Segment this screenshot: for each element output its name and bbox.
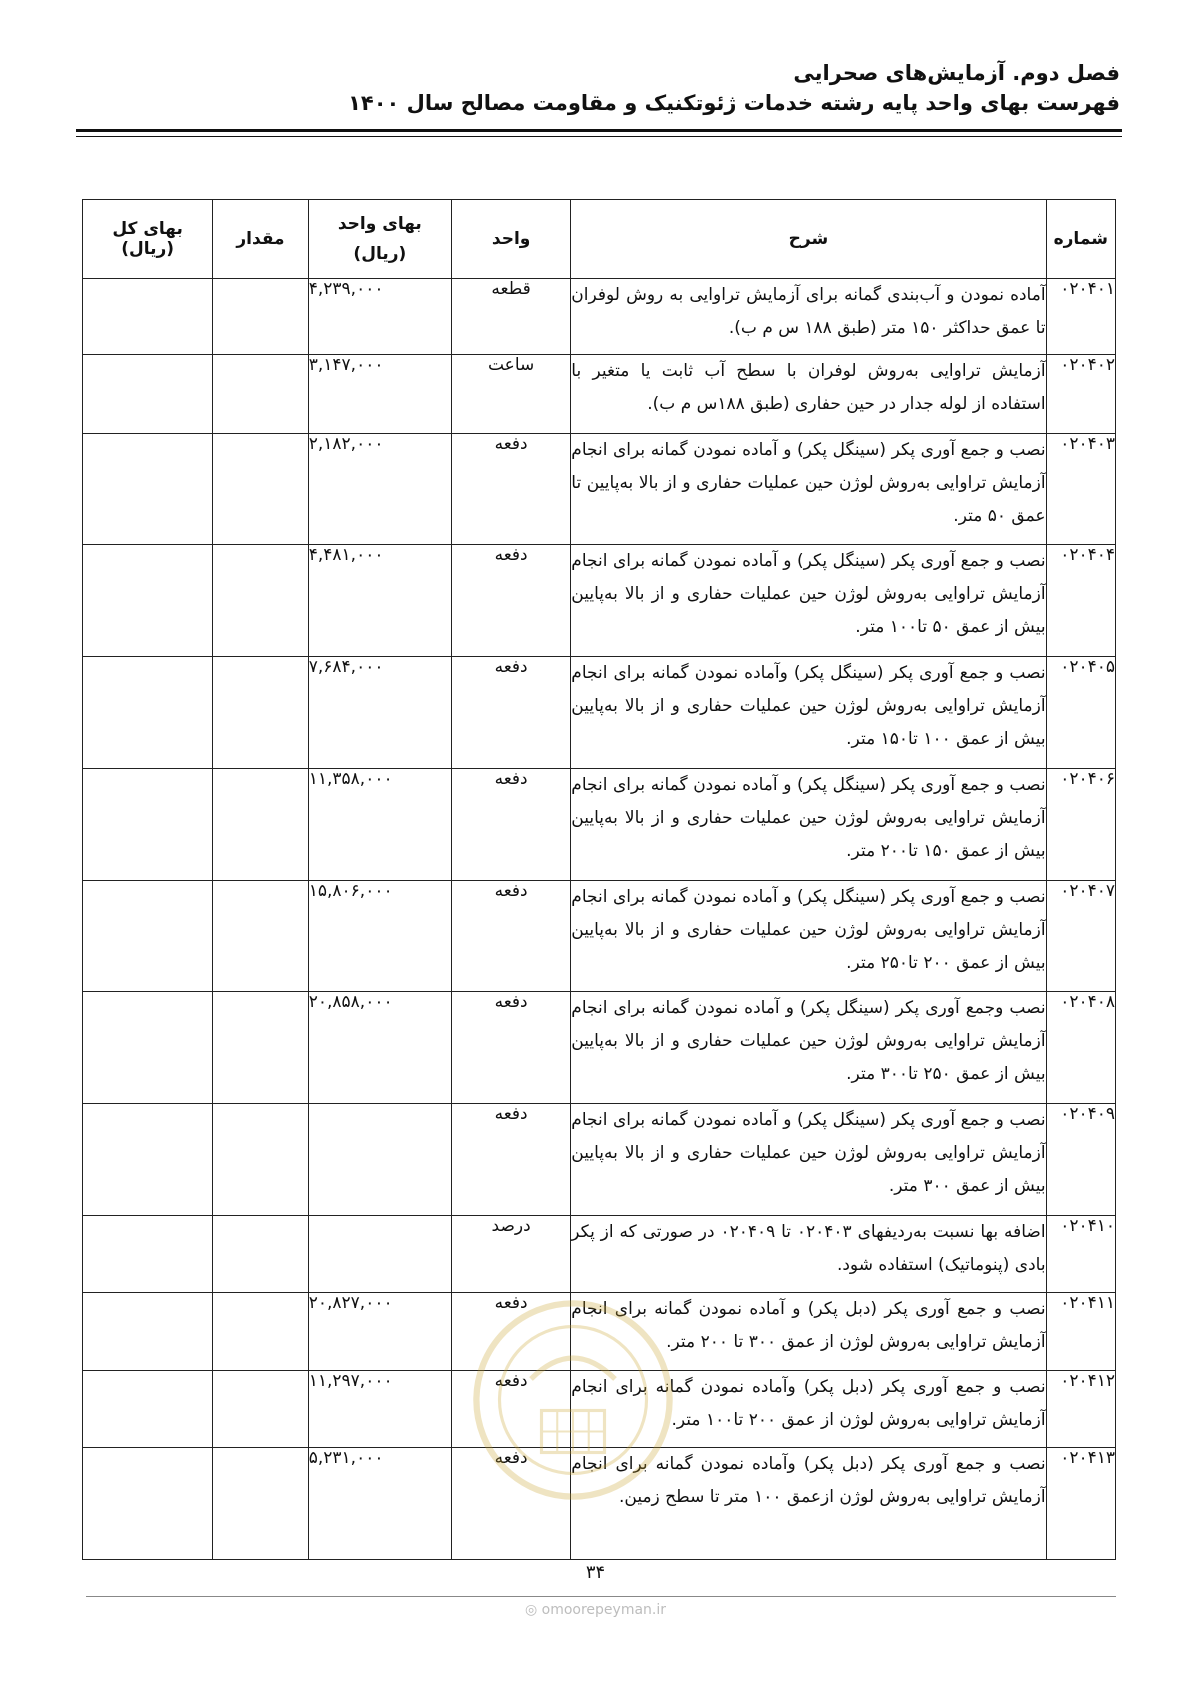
row-unit: قطعه xyxy=(451,279,570,355)
row-unit-price: ۲,۱۸۲,۰۰۰ xyxy=(308,433,451,545)
row-total xyxy=(83,545,213,657)
row-description: آماده نمودن و آب‌بندی گمانه برای آزمایش تراوایی به روش لوفران تا عمق حداکثر ۱۵۰ متر (طبق ۱۸۸ س م ب). xyxy=(571,279,1046,355)
document-title: فهرست بهای واحد پایه رشته خدمات ژئوتکنیک و مقاومت مصالح سال ۱۴۰۰ xyxy=(348,91,1120,115)
row-code: ۰۲۰۴۱۱ xyxy=(1046,1293,1115,1370)
row-quantity xyxy=(213,880,308,992)
row-quantity xyxy=(213,1448,308,1560)
row-quantity xyxy=(213,657,308,769)
row-unit-price: ۱۱,۳۵۸,۰۰۰ xyxy=(308,768,451,880)
table-row xyxy=(83,1215,1116,1292)
row-quantity xyxy=(213,768,308,880)
footer-website xyxy=(0,1602,1191,1618)
table-row xyxy=(83,1104,1116,1216)
row-code: ۰۲۰۴۱۲ xyxy=(1046,1370,1115,1447)
row-unit: دفعه xyxy=(451,1448,570,1560)
row-unit: دفعه xyxy=(451,1293,570,1370)
row-code: ۰۲۰۴۰۸ xyxy=(1046,992,1115,1104)
row-description: اضافه بها نسبت به‌ردیفهای ۰۲۰۴۰۳ تا ۰۲۰۴۰۹ در صورتی که از پکر بادی (پنوماتیک) استفاده شود. xyxy=(571,1215,1046,1292)
table-header-row xyxy=(83,200,1116,279)
row-total xyxy=(83,880,213,992)
table-row xyxy=(83,657,1116,769)
row-code: ۰۲۰۴۰۶ xyxy=(1046,768,1115,880)
col-header-unit: واحد xyxy=(451,200,570,279)
row-quantity xyxy=(213,1215,308,1292)
row-quantity xyxy=(213,545,308,657)
row-quantity xyxy=(213,279,308,355)
row-code: ۰۲۰۴۰۱ xyxy=(1046,279,1115,355)
table-row xyxy=(83,433,1116,545)
col-header-total: بهای کل (ریال) xyxy=(83,200,213,279)
row-unit: دفعه xyxy=(451,880,570,992)
row-unit: دفعه xyxy=(451,992,570,1104)
row-quantity xyxy=(213,992,308,1104)
row-description: نصب و جمع آوری پکر (سینگل پکر) و آماده نمودن گمانه برای انجام آزمایش تراوایی به‌روش لوژن حین عملیات حفاری و از بالا به‌پایین بیش از عمق ۲۰۰ تا۲۵۰ متر. xyxy=(571,880,1046,992)
row-description: آزمایش تراوایی به‌روش لوفران با سطح آب ثابت یا متغیر با استفاده از لوله جدار در حین حفاری (طبق ۱۸۸س م ب). xyxy=(571,355,1046,433)
row-total xyxy=(83,1293,213,1370)
col-header-description: شرح xyxy=(571,200,1046,279)
row-code: ۰۲۰۴۰۵ xyxy=(1046,657,1115,769)
table-row xyxy=(83,355,1116,433)
row-code: ۰۲۰۴۰۹ xyxy=(1046,1104,1115,1216)
row-code: ۰۲۰۴۰۳ xyxy=(1046,433,1115,545)
row-total xyxy=(83,1104,213,1216)
table-row xyxy=(83,279,1116,355)
col-header-unit-price-line2: (ریال) xyxy=(353,244,407,264)
table-row xyxy=(83,768,1116,880)
row-unit-price: ۵,۲۳۱,۰۰۰ xyxy=(308,1448,451,1560)
row-quantity xyxy=(213,355,308,433)
header-rule-thin xyxy=(76,136,1122,137)
row-description: نصب وجمع آوری پکر (سینگل پکر) و آماده نمودن گمانه برای انجام آزمایش تراوایی به‌روش لوژن حین عملیات حفاری و از بالا به‌پایین بیش از عمق ۲۵۰ تا۳۰۰ متر. xyxy=(571,992,1046,1104)
row-total xyxy=(83,433,213,545)
row-description: نصب و جمع آوری پکر (سینگل پکر) و آماده نمودن گمانه برای انجام آزمایش تراوایی به‌روش لوژن حین عملیات حفاری و از بالا به‌پایین بیش از عمق ۳۰۰ متر. xyxy=(571,1104,1046,1216)
row-code: ۰۲۰۴۰۴ xyxy=(1046,545,1115,657)
row-unit-price: ۴,۴۸۱,۰۰۰ xyxy=(308,545,451,657)
row-code: ۰۲۰۴۱۳ xyxy=(1046,1448,1115,1560)
table-row xyxy=(83,1293,1116,1370)
row-quantity xyxy=(213,433,308,545)
price-list-table xyxy=(82,199,1116,1560)
col-header-unit-price xyxy=(308,200,451,279)
table-row xyxy=(83,992,1116,1104)
row-unit: دفعه xyxy=(451,1104,570,1216)
row-description: نصب و جمع آوری پکر (سینگل پکر) و آماده نمودن گمانه برای انجام آزمایش تراوایی به‌روش لوژن حین عملیات حفاری و از بالا به‌پایین بیش از عمق ۵۰ تا۱۰۰ متر. xyxy=(571,545,1046,657)
table-row xyxy=(83,880,1116,992)
row-quantity xyxy=(213,1370,308,1447)
row-description: نصب و جمع آوری پکر (دبل پکر) و آماده نمودن گمانه برای انجام آزمایش تراوایی به‌روش لوژن از عمق ۳۰۰ تا ۲۰۰ متر. xyxy=(571,1293,1046,1370)
row-unit: دفعه xyxy=(451,545,570,657)
row-unit: دفعه xyxy=(451,657,570,769)
footer-rule xyxy=(86,1596,1116,1597)
row-unit-price: ۲۰,۸۵۸,۰۰۰ xyxy=(308,992,451,1104)
row-code: ۰۲۰۴۱۰ xyxy=(1046,1215,1115,1292)
row-total xyxy=(83,657,213,769)
row-unit: ساعت xyxy=(451,355,570,433)
row-code: ۰۲۰۴۰۷ xyxy=(1046,880,1115,992)
col-header-quantity: مقدار xyxy=(213,200,308,279)
row-total xyxy=(83,279,213,355)
row-total xyxy=(83,1370,213,1447)
row-quantity xyxy=(213,1104,308,1216)
col-header-unit-price-line1: بهای واحد xyxy=(337,214,422,234)
row-unit: دفعه xyxy=(451,433,570,545)
row-description: نصب و جمع آوری پکر (سینگل پکر) و آماده نمودن گمانه برای انجام آزمایش تراوایی به‌روش لوژن حین عملیات حفاری و از بالا به‌پایین بیش از عمق ۱۵۰ تا۲۰۰ متر. xyxy=(571,768,1046,880)
row-description: نصب و جمع آوری پکر (سینگل پکر) وآماده نمودن گمانه برای انجام آزمایش تراوایی به‌روش لوژن حین عملیات حفاری و از بالا به‌پایین بیش از عمق ۱۰۰ تا۱۵۰ متر. xyxy=(571,657,1046,769)
table-row xyxy=(83,1448,1116,1560)
row-total xyxy=(83,1215,213,1292)
header-rule-thick xyxy=(76,129,1122,132)
row-description: نصب و جمع آوری پکر (دبل پکر) وآماده نمودن گمانه برای انجام آزمایش تراوایی به‌روش لوژن ازعمق ۱۰۰ متر تا سطح زمین. xyxy=(571,1448,1046,1560)
row-unit-price: ۱۵,۸۰۶,۰۰۰ xyxy=(308,880,451,992)
row-description: نصب و جمع آوری پکر (سینگل پکر) و آماده نمودن گمانه برای انجام آزمایش تراوایی به‌روش لوژن حین عملیات حفاری و از بالا به‌پایین تا عمق ۵۰ متر. xyxy=(571,433,1046,545)
row-total xyxy=(83,768,213,880)
row-unit: درصد xyxy=(451,1215,570,1292)
row-unit-price: ۷,۶۸۴,۰۰۰ xyxy=(308,657,451,769)
page-number: ۳۴ xyxy=(585,1562,606,1583)
table-row xyxy=(83,1370,1116,1447)
row-unit: دفعه xyxy=(451,1370,570,1447)
row-total xyxy=(83,1448,213,1560)
row-total xyxy=(83,992,213,1104)
row-total xyxy=(83,355,213,433)
row-unit: دفعه xyxy=(451,768,570,880)
row-code: ۰۲۰۴۰۲ xyxy=(1046,355,1115,433)
row-quantity xyxy=(213,1293,308,1370)
row-description: نصب و جمع آوری پکر (دبل پکر) وآماده نمودن گمانه برای انجام آزمایش تراوایی به‌روش لوژن از عمق ۲۰۰ تا۱۰۰ متر. xyxy=(571,1370,1046,1447)
row-unit-price: ۱۱,۲۹۷,۰۰۰ xyxy=(308,1370,451,1447)
website-icon: ◎ xyxy=(524,1602,538,1618)
row-unit-price: ۴,۲۳۹,۰۰۰ xyxy=(308,279,451,355)
website-text: omoorepeyman.ir xyxy=(541,1602,667,1618)
chapter-title: فصل دوم. آزمایش‌های صحرایی xyxy=(793,61,1120,85)
table-row xyxy=(83,545,1116,657)
row-unit-price: ۲۰,۸۲۷,۰۰۰ xyxy=(308,1293,451,1370)
row-unit-price: ۳,۱۴۷,۰۰۰ xyxy=(308,355,451,433)
col-header-code: شماره xyxy=(1046,200,1115,279)
row-unit-price xyxy=(308,1104,451,1216)
row-unit-price xyxy=(308,1215,451,1292)
page-header xyxy=(78,58,1120,118)
